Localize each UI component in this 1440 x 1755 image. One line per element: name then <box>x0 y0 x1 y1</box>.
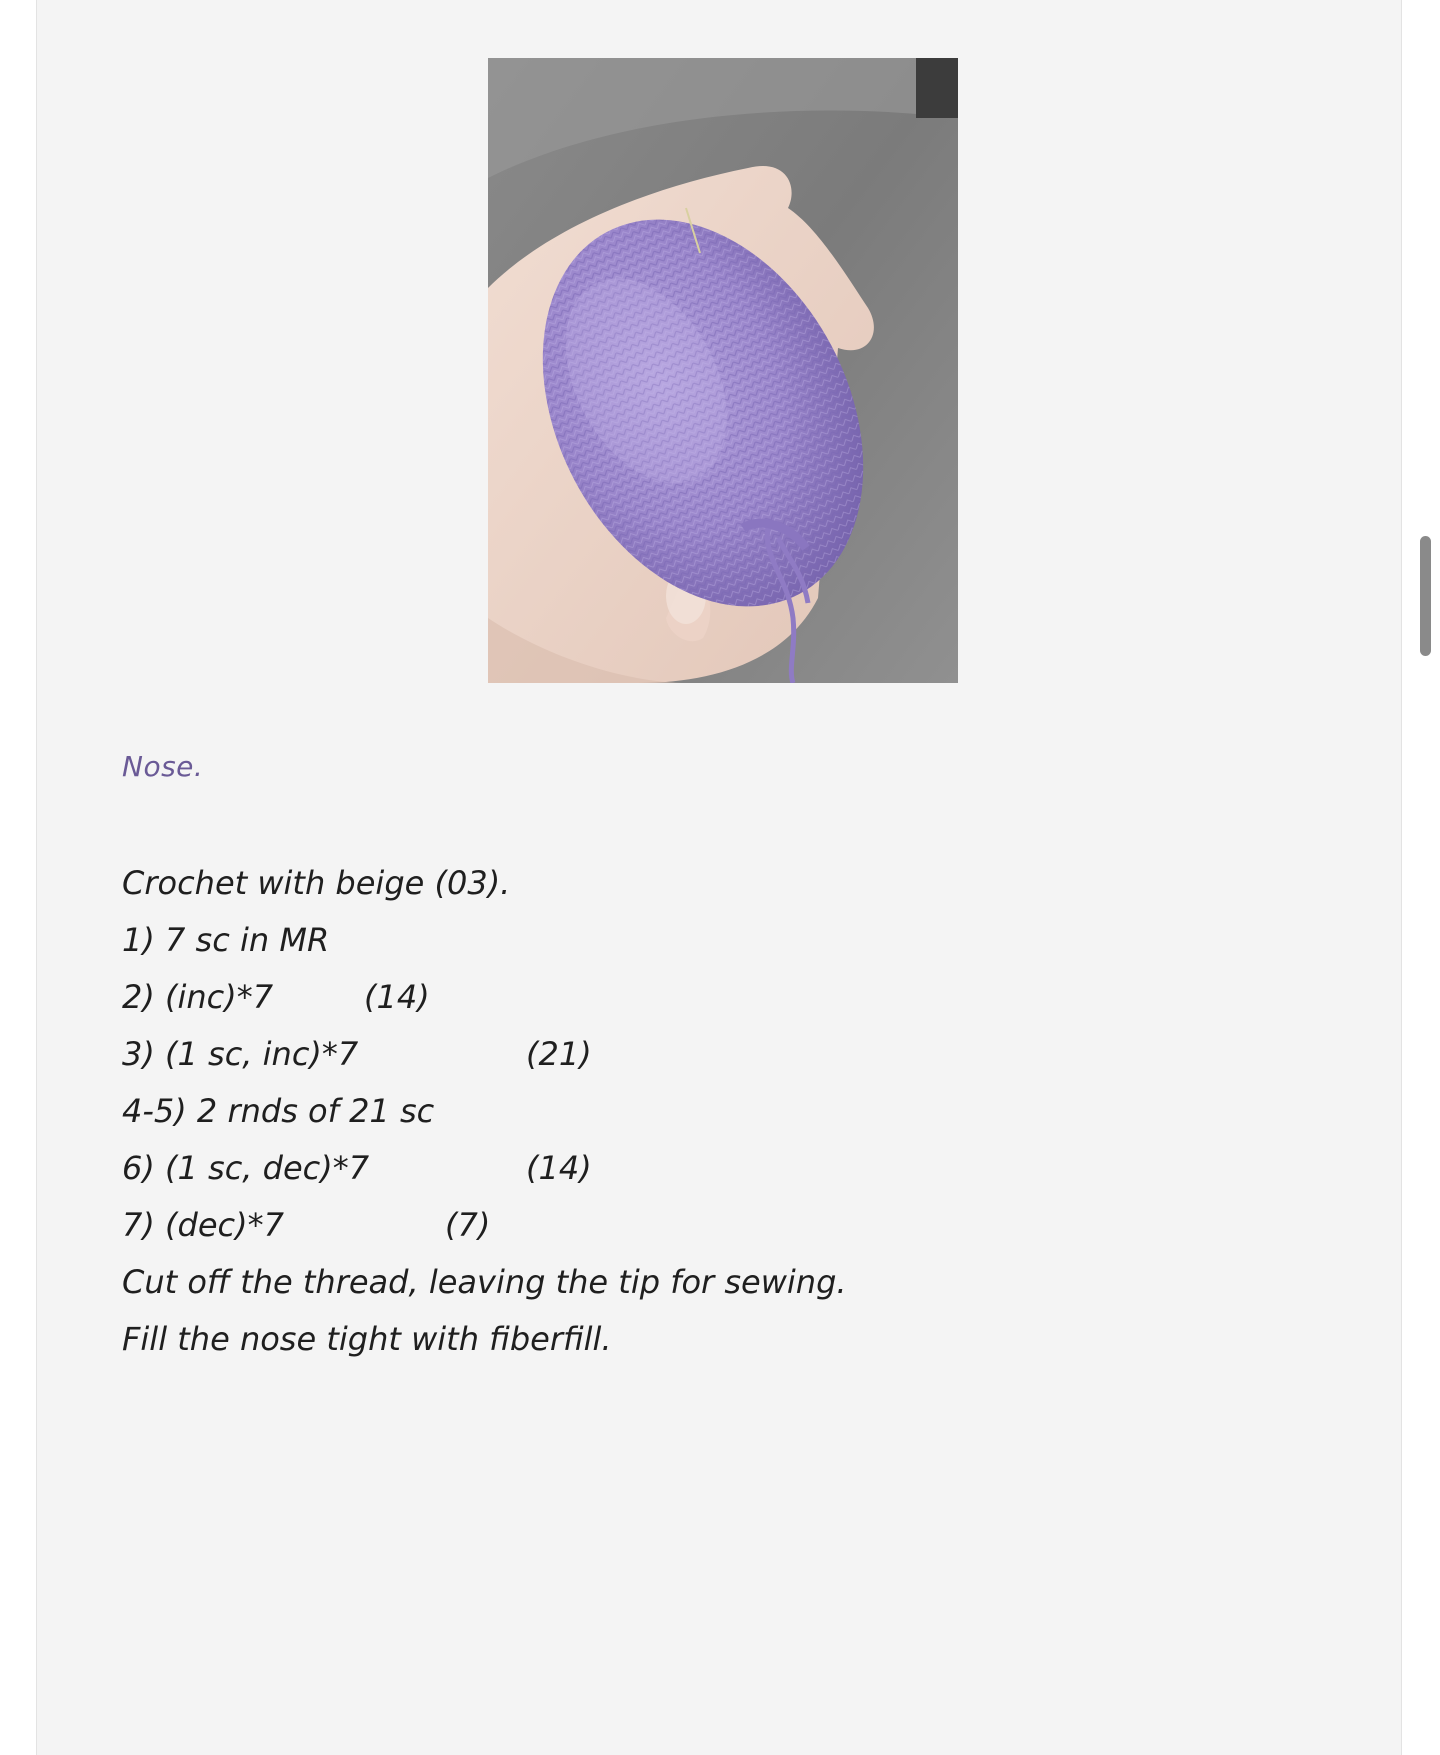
round-2: 2) (inc)*7 (14) <box>122 972 847 1029</box>
round-7: 7) (dec)*7 (7) <box>122 1200 847 1257</box>
stitch-count: (14) <box>526 1149 592 1187</box>
stitch-count: (21) <box>526 1035 592 1073</box>
stitch-count: (14) <box>364 978 430 1016</box>
stitch-count: (7) <box>445 1206 491 1244</box>
round-1: 1) 7 sc in MR <box>122 921 330 959</box>
instruction-intro: Crochet with beige (03). <box>122 864 511 902</box>
page-margin-left <box>0 0 36 1755</box>
section-heading-nose: Nose. <box>122 750 204 783</box>
scrollbar-thumb[interactable] <box>1420 536 1431 656</box>
finish-fill-nose: Fill the nose tight with fiberfill. <box>122 1320 612 1358</box>
finish-cut-thread: Cut off the thread, leaving the tip for sewing. <box>122 1263 847 1301</box>
round-4-5: 4-5) 2 rnds of 21 sc <box>122 1092 435 1130</box>
crochet-ball-photo <box>488 58 958 683</box>
round-3: 3) (1 sc, inc)*7 (21) <box>122 1029 847 1086</box>
pattern-instructions <box>122 858 847 1371</box>
round-6: 6) (1 sc, dec)*7 (14) <box>122 1143 847 1200</box>
page-margin-right <box>1402 0 1440 1755</box>
